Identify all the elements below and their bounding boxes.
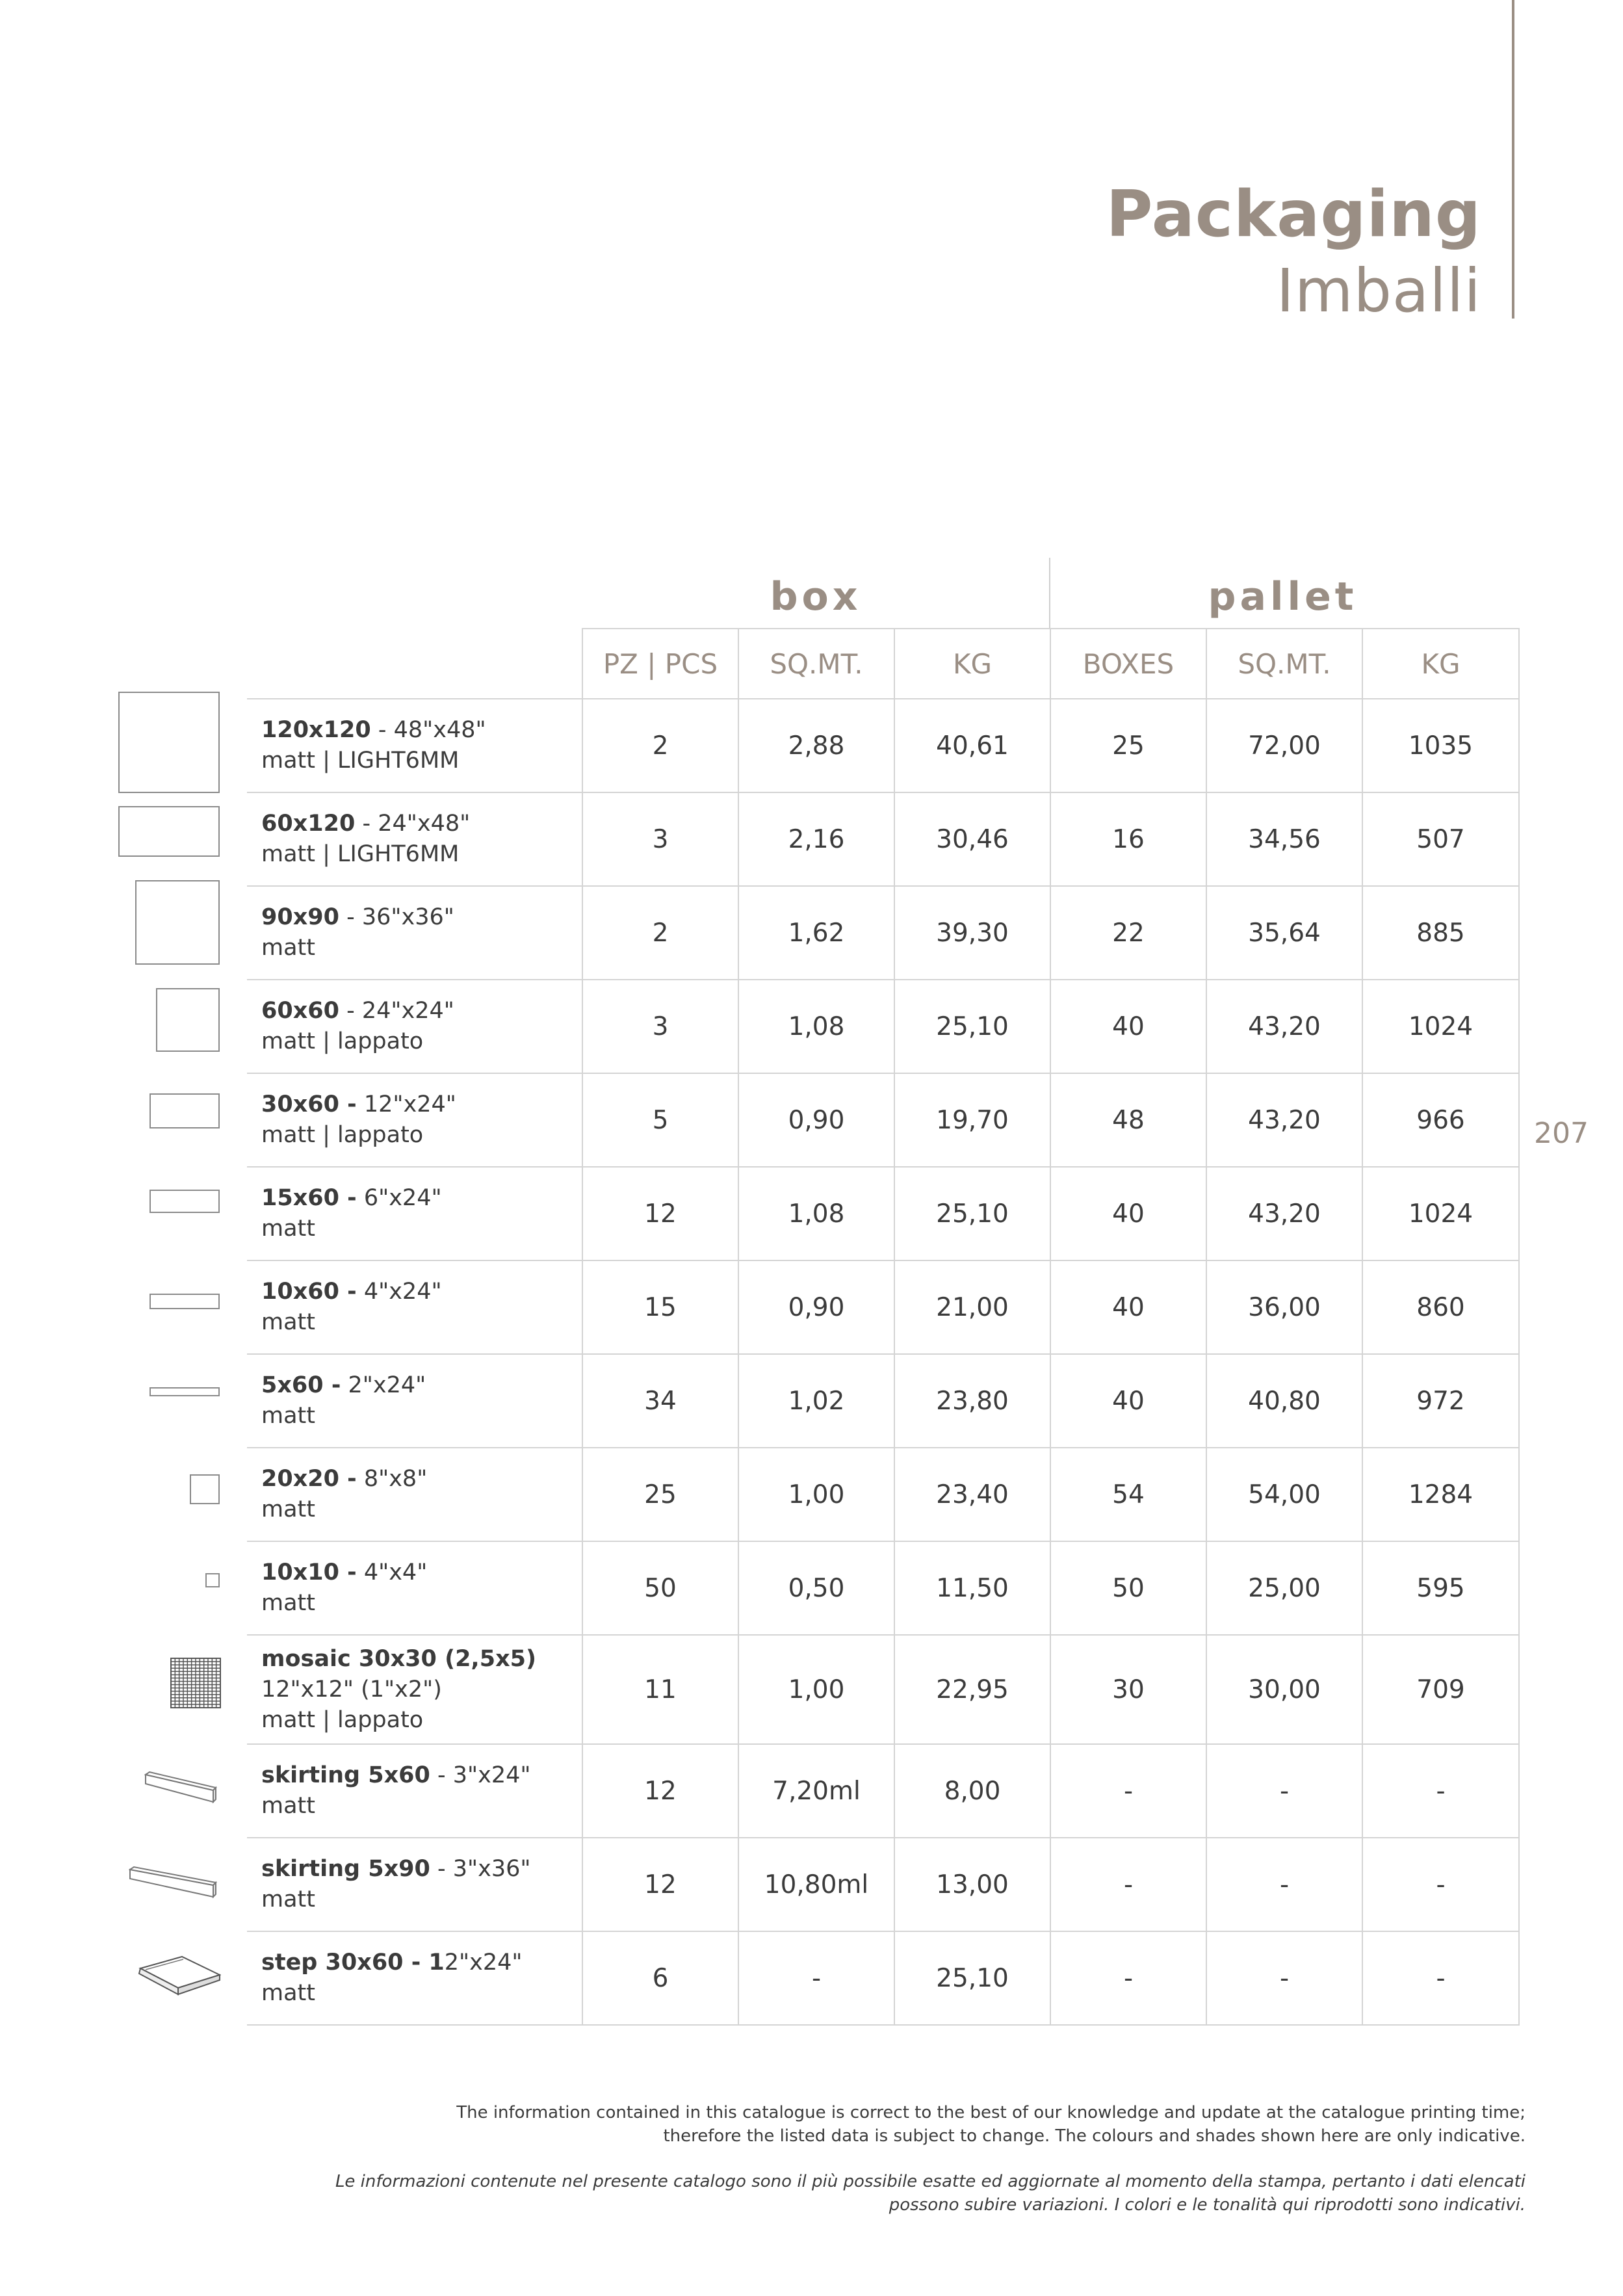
product-size-inches: 6"x24" (363, 1185, 442, 1211)
column-header-row (247, 629, 1519, 699)
product-size-line (261, 1464, 582, 1494)
cell-box-kg: 25,10 (894, 1931, 1050, 2025)
product-size: 15x60 - (261, 1185, 357, 1211)
strip-tile-icon (149, 1387, 220, 1396)
page-number: 207 (1534, 1117, 1589, 1150)
size-separator: - (430, 1762, 453, 1788)
product-finish: matt (261, 1496, 315, 1522)
cell-box-pcs: 2 (582, 699, 738, 792)
cell-box-pcs: 6 (582, 1931, 738, 2025)
cell-pallet-sqmt: 36,00 (1206, 1260, 1362, 1354)
cell-pallet-kg: - (1362, 1744, 1519, 1838)
disclaimer-english (291, 2101, 1526, 2148)
disclaimer-italian (291, 2170, 1526, 2217)
product-size-line (261, 1089, 582, 1120)
product-size: 120x120 (261, 717, 371, 743)
cell-pallet-kg: - (1362, 1931, 1519, 2025)
cell-box-sqmt: 0,90 (738, 1260, 894, 1354)
group-header-box: box (770, 574, 862, 620)
cell-box-kg: 23,80 (894, 1354, 1050, 1448)
product-size-line (261, 1854, 582, 1885)
cell-pallet-sqmt: 30,00 (1206, 1635, 1362, 1744)
cell-box-pcs: 2 (582, 886, 738, 980)
product-size-inches: 8"x8" (363, 1466, 428, 1492)
cell-pallet-boxes: 16 (1050, 792, 1206, 886)
cell-pallet-boxes: 40 (1050, 1354, 1206, 1448)
product-description (247, 1635, 582, 1744)
cell-box-sqmt: 1,62 (738, 886, 894, 980)
product-size-inches: 24"x48" (378, 811, 471, 837)
product-finish: matt | lappato (261, 1706, 424, 1733)
rectangle-tile-icon (118, 806, 220, 857)
product-size-inches: 2"x24" (444, 1950, 523, 1976)
product-description (247, 1541, 582, 1635)
table-row (247, 792, 1519, 886)
product-size-line (261, 1183, 582, 1214)
cell-pallet-sqmt: 72,00 (1206, 699, 1362, 792)
cell-pallet-sqmt: 34,56 (1206, 792, 1362, 886)
cell-pallet-boxes: 48 (1050, 1073, 1206, 1167)
product-size-line (261, 1760, 582, 1791)
cell-pallet-sqmt: 43,20 (1206, 1073, 1362, 1167)
cell-box-pcs: 34 (582, 1354, 738, 1448)
cell-pallet-boxes: - (1050, 1744, 1206, 1838)
table-row (247, 1167, 1519, 1260)
size-separator (341, 1372, 348, 1398)
cell-box-sqmt: 1,02 (738, 1354, 894, 1448)
product-size: 5x60 - (261, 1372, 341, 1398)
product-size: 30x60 - (261, 1091, 357, 1117)
cell-pallet-kg: 1024 (1362, 1167, 1519, 1260)
cell-box-pcs: 11 (582, 1635, 738, 1744)
product-size: 20x20 - (261, 1466, 357, 1492)
cell-box-kg: 13,00 (894, 1838, 1050, 1931)
disclaimer-it-line2: possono subire variazioni. I colori e le tonalità qui riprodotti sono indicativi. (889, 2195, 1526, 2215)
cell-pallet-kg: 885 (1362, 886, 1519, 980)
cell-pallet-sqmt: 43,20 (1206, 1167, 1362, 1260)
table-row (247, 1838, 1519, 1931)
product-description (247, 980, 582, 1073)
product-size: 10x60 - (261, 1279, 357, 1305)
cell-box-sqmt: 1,00 (738, 1448, 894, 1541)
product-size-inches: 4"x4" (363, 1559, 428, 1585)
disclaimer-en-line1: The information contained in this catalogue is correct to the best of our knowledge and update at the catalogue printing time; (456, 2103, 1526, 2122)
product-size-line (261, 809, 582, 839)
cell-box-kg: 25,10 (894, 980, 1050, 1073)
cell-box-kg: 40,61 (894, 699, 1050, 792)
cell-pallet-boxes: 50 (1050, 1541, 1206, 1635)
product-description (247, 1448, 582, 1541)
cell-box-kg: 8,00 (894, 1744, 1050, 1838)
cell-box-sqmt: 2,88 (738, 699, 894, 792)
cell-box-kg: 39,30 (894, 886, 1050, 980)
title-italian: Imballi (1276, 256, 1481, 326)
cell-box-pcs: 15 (582, 1260, 738, 1354)
cell-pallet-kg: 966 (1362, 1073, 1519, 1167)
cell-box-kg: 30,46 (894, 792, 1050, 886)
cell-pallet-sqmt: 35,64 (1206, 886, 1362, 980)
cell-pallet-boxes: - (1050, 1931, 1206, 2025)
product-size: skirting 5x60 (261, 1762, 430, 1788)
product-size-line (261, 1644, 582, 1675)
table-row (247, 886, 1519, 980)
product-finish: matt (261, 1403, 315, 1429)
product-finish: matt (261, 1216, 315, 1242)
table-row (247, 1073, 1519, 1167)
product-size-line (261, 996, 582, 1026)
product-finish: matt (261, 1886, 315, 1912)
cell-pallet-sqmt: 25,00 (1206, 1541, 1362, 1635)
table-row (247, 1635, 1519, 1744)
cell-box-sqmt: 7,20ml (738, 1744, 894, 1838)
size-separator (357, 1091, 364, 1117)
size-separator (357, 1279, 364, 1305)
product-finish: matt | lappato (261, 1122, 424, 1148)
cell-pallet-kg: 595 (1362, 1541, 1519, 1635)
product-size: 90x90 (261, 904, 339, 930)
skirting-icon (144, 1768, 220, 1805)
product-description (247, 1354, 582, 1448)
strip-tile-icon (149, 1190, 220, 1213)
product-description (247, 886, 582, 980)
strip-tile-icon (149, 1294, 220, 1309)
product-size-inches: 3"x36" (452, 1856, 531, 1882)
size-separator: - (339, 904, 362, 930)
cell-box-pcs: 3 (582, 980, 738, 1073)
square-tile-icon (205, 1573, 220, 1587)
col-header-pallet-kg: KG (1362, 629, 1519, 699)
size-separator: - (355, 811, 378, 837)
cell-box-pcs: 5 (582, 1073, 738, 1167)
size-separator (357, 1466, 364, 1492)
product-size-inches: 24"x24" (361, 998, 454, 1024)
mosaic-grid-icon (170, 1658, 221, 1708)
product-size: 60x120 (261, 811, 356, 837)
cell-pallet-kg: - (1362, 1838, 1519, 1931)
product-finish: matt | lappato (261, 1028, 424, 1054)
disclaimer (291, 2101, 1526, 2239)
product-size: step 30x60 - 1 (261, 1950, 445, 1976)
cell-box-sqmt: 0,50 (738, 1541, 894, 1635)
cell-box-kg: 19,70 (894, 1073, 1050, 1167)
cell-box-kg: 22,95 (894, 1635, 1050, 1744)
cell-pallet-boxes: 22 (1050, 886, 1206, 980)
cell-box-pcs: 3 (582, 792, 738, 886)
cell-pallet-sqmt: - (1206, 1744, 1362, 1838)
product-finish: matt (261, 1309, 315, 1335)
table-row (247, 1541, 1519, 1635)
product-size-line (261, 1277, 582, 1307)
disclaimer-en-line2: therefore the listed data is subject to change. The colours and shades shown here are only indicative. (663, 2126, 1526, 2146)
cell-box-sqmt: 1,00 (738, 1635, 894, 1744)
cell-pallet-kg: 709 (1362, 1635, 1519, 1744)
cell-pallet-sqmt: 43,20 (1206, 980, 1362, 1073)
product-size-inches: 2"x24" (348, 1372, 426, 1398)
product-description (247, 1073, 582, 1167)
col-header-pallet-sqmt: SQ.MT. (1206, 629, 1362, 699)
product-size-inches: 4"x24" (363, 1279, 442, 1305)
cell-pallet-kg: 1035 (1362, 699, 1519, 792)
col-header-box-sqmt: SQ.MT. (738, 629, 894, 699)
product-size: skirting 5x90 (261, 1856, 430, 1882)
size-separator: - (370, 717, 394, 743)
size-separator: - (339, 998, 362, 1024)
col-header-pallet-boxes: BOXES (1050, 629, 1206, 699)
table-row (247, 1260, 1519, 1354)
product-size-inches: 12"x24" (363, 1091, 456, 1117)
cell-pallet-boxes: 40 (1050, 980, 1206, 1073)
product-size-line (261, 715, 582, 746)
product-size-inches: 48"x48" (393, 717, 486, 743)
header-blank-cell (247, 629, 582, 699)
table-row (247, 699, 1519, 792)
cell-pallet-kg: 972 (1362, 1354, 1519, 1448)
product-finish: matt (261, 1980, 315, 2006)
cell-pallet-sqmt: 40,80 (1206, 1354, 1362, 1448)
table-row (247, 1354, 1519, 1448)
col-header-box-kg: KG (894, 629, 1050, 699)
product-finish: matt | LIGHT6MM (261, 748, 460, 774)
group-divider (1049, 558, 1050, 628)
packaging-table (247, 628, 1520, 2026)
product-finish: matt | LIGHT6MM (261, 841, 460, 867)
product-description (247, 1744, 582, 1838)
product-size-inches: 3"x24" (452, 1762, 531, 1788)
product-description (247, 792, 582, 886)
cell-pallet-kg: 1284 (1362, 1448, 1519, 1541)
product-size-inches: 36"x36" (361, 904, 454, 930)
cell-box-sqmt: 1,08 (738, 1167, 894, 1260)
cell-box-sqmt: 10,80ml (738, 1838, 894, 1931)
cell-pallet-boxes: 25 (1050, 699, 1206, 792)
cell-box-pcs: 12 (582, 1744, 738, 1838)
size-separator (357, 1559, 364, 1585)
cell-box-kg: 25,10 (894, 1167, 1050, 1260)
cell-pallet-sqmt: - (1206, 1838, 1362, 1931)
cell-pallet-boxes: 30 (1050, 1635, 1206, 1744)
cell-pallet-boxes: 40 (1050, 1260, 1206, 1354)
cell-box-sqmt: 0,90 (738, 1073, 894, 1167)
product-finish: matt (261, 1590, 315, 1616)
table-row (247, 1931, 1519, 2025)
size-separator: - (430, 1856, 453, 1882)
rectangle-tile-icon (149, 1093, 220, 1128)
cell-box-pcs: 12 (582, 1838, 738, 1931)
product-size: 60x60 (261, 998, 339, 1024)
table-row (247, 1744, 1519, 1838)
product-finish: matt (261, 1793, 315, 1819)
cell-box-pcs: 25 (582, 1448, 738, 1541)
cell-box-sqmt: 1,08 (738, 980, 894, 1073)
square-tile-icon (156, 988, 220, 1052)
product-finish: 12"x12" (1"x2") (261, 1676, 442, 1702)
cell-pallet-boxes: 54 (1050, 1448, 1206, 1541)
square-tile-icon (135, 880, 220, 965)
page-title (1106, 176, 1481, 329)
product-description (247, 1838, 582, 1931)
cell-pallet-boxes: 40 (1050, 1167, 1206, 1260)
table-row (247, 1448, 1519, 1541)
cell-box-sqmt: 2,16 (738, 792, 894, 886)
product-size-line (261, 1370, 582, 1401)
square-tile-icon (190, 1474, 220, 1504)
cell-pallet-kg: 860 (1362, 1260, 1519, 1354)
col-header-box-pcs: PZ | PCS (582, 629, 738, 699)
cell-pallet-kg: 507 (1362, 792, 1519, 886)
product-description (247, 1167, 582, 1260)
step-tile-icon (136, 1955, 221, 2001)
table-row (247, 980, 1519, 1073)
title-english: Packaging (1106, 177, 1481, 252)
size-separator (357, 1185, 364, 1211)
cell-box-pcs: 50 (582, 1541, 738, 1635)
group-header-pallet: pallet (1208, 574, 1358, 620)
product-description (247, 1260, 582, 1354)
product-size-line (261, 1948, 582, 1978)
cell-box-kg: 23,40 (894, 1448, 1050, 1541)
cell-box-kg: 21,00 (894, 1260, 1050, 1354)
product-description (247, 1931, 582, 2025)
cell-box-sqmt: - (738, 1931, 894, 2025)
header-vertical-rule (1512, 0, 1514, 319)
product-size-line (261, 902, 582, 933)
cell-pallet-sqmt: - (1206, 1931, 1362, 2025)
skirting-icon (129, 1863, 220, 1899)
disclaimer-it-line1: Le informazioni contenute nel presente catalogo sono il più possibile esatte ed aggiornate al momento della stampa, pertanto i dati elencati (335, 2172, 1526, 2191)
product-finish: matt (261, 935, 315, 961)
cell-box-pcs: 12 (582, 1167, 738, 1260)
cell-box-kg: 11,50 (894, 1541, 1050, 1635)
product-size: 10x10 - (261, 1559, 357, 1585)
square-tile-icon (118, 692, 220, 793)
cell-pallet-kg: 1024 (1362, 980, 1519, 1073)
cell-pallet-sqmt: 54,00 (1206, 1448, 1362, 1541)
product-size-line (261, 1558, 582, 1588)
product-description (247, 699, 582, 792)
cell-pallet-boxes: - (1050, 1838, 1206, 1931)
product-size: mosaic 30x30 (2,5x5) (261, 1645, 536, 1672)
